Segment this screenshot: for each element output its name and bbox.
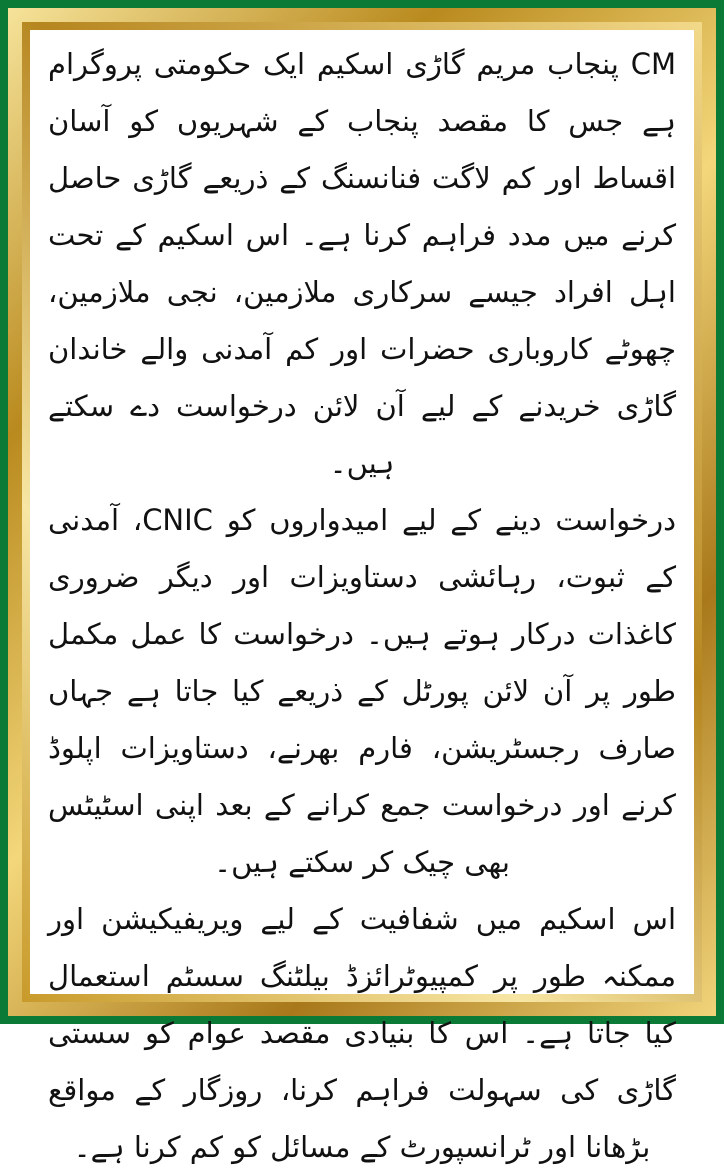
paragraph-application: درخواست دینے کے لیے امیدواروں کو CNIC، آمدنی کے ثبوت، رہائشی دستاویزات اور دیگر ضروری کاغذات درکار ہوتے ہیں۔ درخواست کا عمل مکمل طور پر آن لائن پورٹل کے ذریعے کیا جاتا ہے جہاں صارف رجسٹریشن، فارم بھرنے، دستاویزات اپلوڈ کرنے اور درخواست جمع کرانے کے بعد اپنی اسٹیٹس بھی چیک کر سکتے ہیں۔ (48, 503, 676, 879)
article-body (48, 36, 676, 1164)
paragraph-intro: CM پنجاب مریم گاڑی اسکیم ایک حکومتی پروگرام ہے جس کا مقصد پنجاب کے شہریوں کو آسان اقساط اور کم لاگت فنانسنگ کے ذریعے گاڑی حاصل کرنے میں مدد فراہم کرنا ہے۔ اس اسکیم کے تحت اہل افراد جیسے سرکاری ملازمین، نجی ملازمین، چھوٹے کاروباری حضرات اور کم آمدنی والے خاندان گاڑی خریدنے کے لیے آن لائن درخواست دے سکتے ہیں۔ (48, 47, 676, 480)
paragraph-transparency: اس اسکیم میں شفافیت کے لیے ویریفیکیشن اور ممکنہ طور پر کمپیوٹرائزڈ بیلٹنگ سسٹم استعمال کیا جاتا ہے۔ اس کا بنیادی مقصد عوام کو سستی گاڑی کی سہولت فراہم کرنا، روزگار کے مواقع بڑھانا اور ٹرانسپورٹ کے مسائل کو کم کرنا ہے۔ (48, 902, 676, 1164)
